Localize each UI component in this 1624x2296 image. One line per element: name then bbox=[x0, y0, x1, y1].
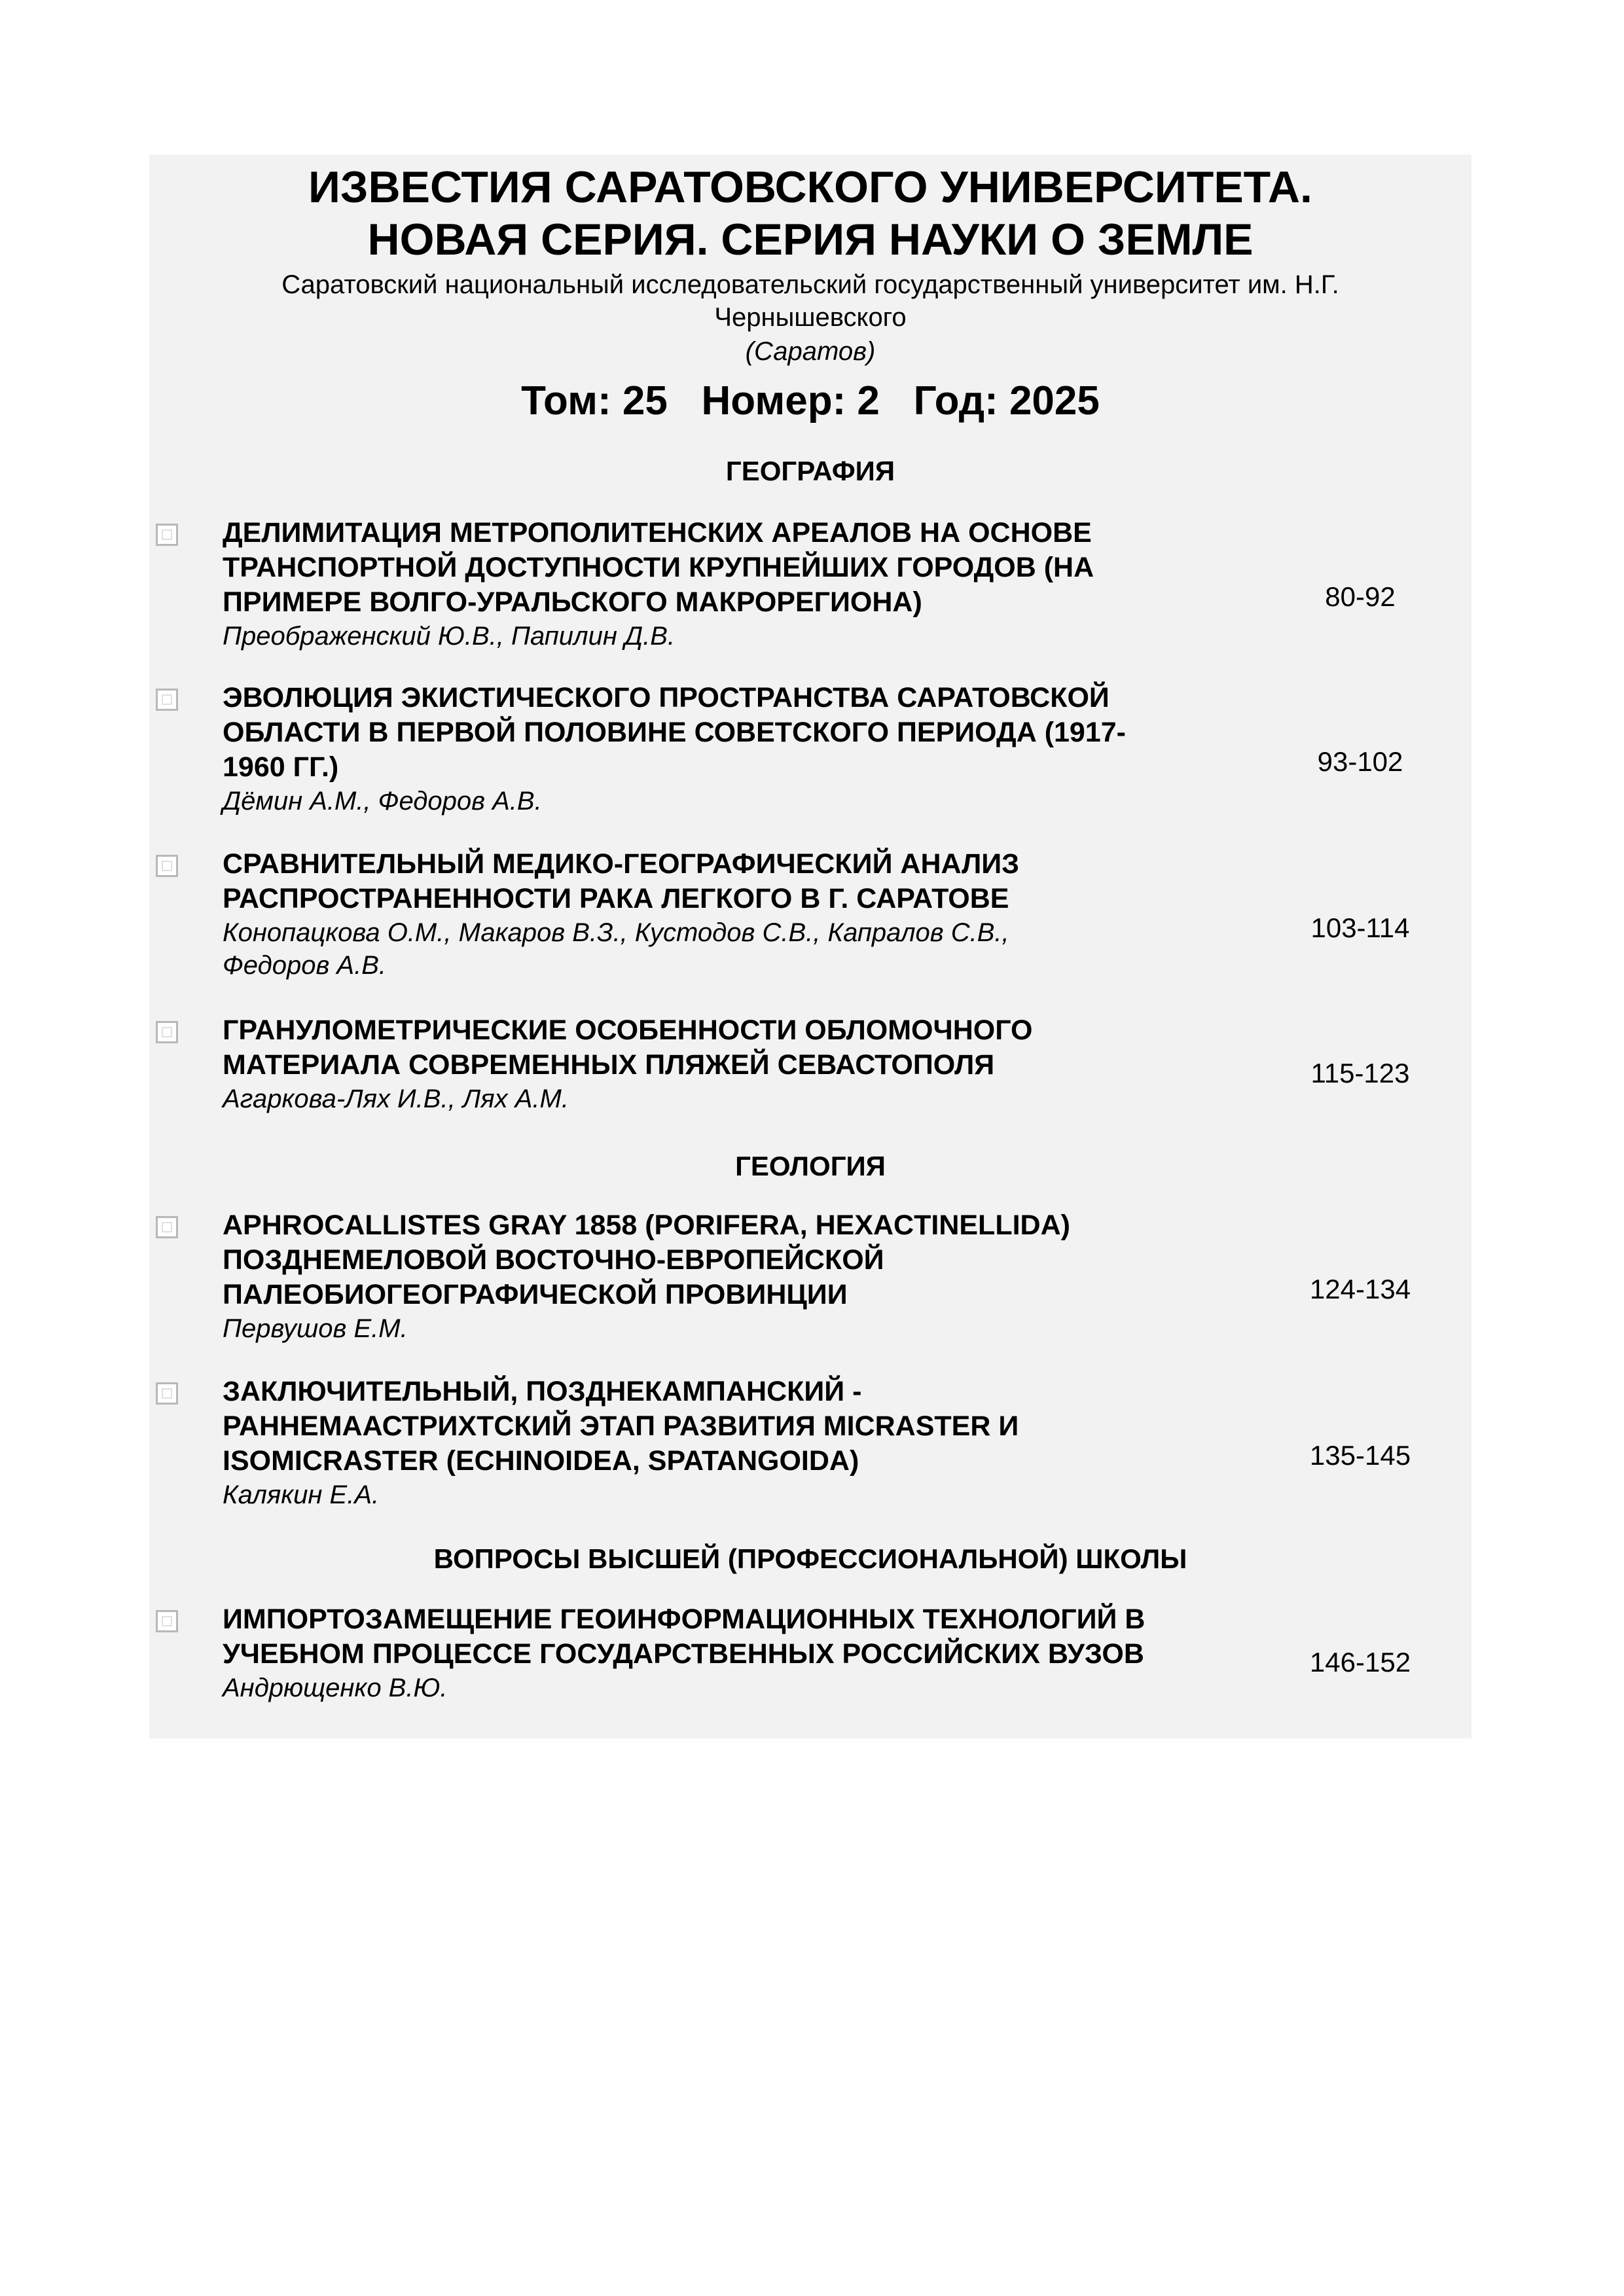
section-heading-geology: ГЕОЛОГИЯ bbox=[735, 1151, 886, 1181]
article-title[interactable] bbox=[223, 516, 1348, 620]
article-title-line: 1960 ГГ.) bbox=[223, 751, 339, 783]
issue-info bbox=[149, 377, 1471, 425]
publisher-line-1: Саратовский национальный исследовательский государственный университет им. Н.Г. bbox=[281, 270, 1339, 299]
contents-panel bbox=[149, 154, 1471, 1738]
article-title-line: ПАЛЕОБИОГЕОГРАФИЧЕСКОЙ ПРОВИНЦИИ bbox=[223, 1279, 848, 1310]
section-heading-geography: ГЕОГРАФИЯ bbox=[725, 456, 895, 486]
article-authors bbox=[223, 1312, 1348, 1345]
article-authors-line: Дёмин А.М., Федоров А.В. bbox=[223, 787, 542, 816]
article-title-line: РАННЕМААСТРИХТСКИЙ ЭТАП РАЗВИТИЯ MICRASTER И bbox=[223, 1410, 1019, 1442]
article-title-line: ЭВОЛЮЦИЯ ЭКИСТИЧЕСКОГО ПРОСТРАНСТВА САРАТОВСКОЙ bbox=[223, 682, 1110, 713]
article-pages: 103-114 bbox=[1310, 912, 1410, 943]
article-pages: 124-134 bbox=[1309, 1274, 1411, 1304]
article-authors bbox=[223, 1083, 1348, 1115]
article-select-checkbox[interactable] bbox=[156, 855, 178, 877]
article-pages: 146-152 bbox=[1309, 1647, 1411, 1677]
article-title-line: ПОЗДНЕМЕЛОВОЙ ВОСТОЧНО-ЕВРОПЕЙСКОЙ bbox=[223, 1244, 884, 1276]
article-title-line: APHROCALLISTES GRAY 1858 (PORIFERA, HEXACTINELLIDA) bbox=[223, 1210, 1070, 1241]
article-title-line: ЗАКЛЮЧИТЕЛЬНЫЙ, ПОЗДНЕКАМПАНСКИЙ - bbox=[223, 1376, 862, 1407]
article-pages: 93-102 bbox=[1317, 746, 1403, 777]
article-authors-line: Агаркова-Лях И.В., Лях А.М. bbox=[223, 1085, 569, 1113]
article-authors-line: Преображенский Ю.В., Папилин Д.В. bbox=[223, 622, 676, 651]
article-title[interactable] bbox=[223, 1602, 1348, 1672]
article-authors-line: Федоров А.В. bbox=[223, 951, 387, 980]
article-title-line: ОБЛАСТИ В ПЕРВОЙ ПОЛОВИНЕ СОВЕТСКОГО ПЕРИОДА (1917- bbox=[223, 717, 1126, 748]
article-title-line: ГРАНУЛОМЕТРИЧЕСКИЕ ОСОБЕННОСТИ ОБЛОМОЧНОГО bbox=[223, 1014, 1033, 1046]
article-select-checkbox[interactable] bbox=[156, 1382, 178, 1405]
article-select-checkbox[interactable] bbox=[156, 524, 178, 546]
article-authors bbox=[223, 916, 1348, 982]
article-authors-line: Первушов Е.М. bbox=[223, 1314, 408, 1343]
journal-title-line-2: НОВАЯ СЕРИЯ. СЕРИЯ НАУКИ О ЗЕМЛЕ bbox=[367, 215, 1254, 264]
article-title[interactable] bbox=[223, 681, 1348, 785]
article-title[interactable] bbox=[223, 1374, 1348, 1479]
issue-number: Номер: 2 bbox=[701, 378, 880, 423]
article-authors bbox=[223, 1479, 1348, 1511]
article-title[interactable] bbox=[223, 1013, 1348, 1083]
publisher-line-2: Чернышевского bbox=[714, 303, 907, 332]
article-title-line: МАТЕРИАЛА СОВРЕМЕННЫХ ПЛЯЖЕЙ СЕВАСТОПОЛЯ bbox=[223, 1049, 995, 1081]
article-authors bbox=[223, 785, 1348, 817]
article-pages: 80-92 bbox=[1325, 581, 1396, 612]
article-title-line: ПРИМЕРЕ ВОЛГО-УРАЛЬСКОГО МАКРОРЕГИОНА) bbox=[223, 586, 922, 618]
article-select-checkbox[interactable] bbox=[156, 689, 178, 711]
article-title-line: ТРАНСПОРТНОЙ ДОСТУПНОСТИ КРУПНЕЙШИХ ГОРОДОВ (НА bbox=[223, 552, 1094, 583]
article-title[interactable] bbox=[223, 847, 1348, 916]
article-authors-line: Андрющенко В.Ю. bbox=[223, 1674, 448, 1702]
article-select-checkbox[interactable] bbox=[156, 1021, 178, 1043]
article-title-line: УЧЕБНОМ ПРОЦЕССЕ ГОСУДАРСТВЕННЫХ РОССИЙСКИХ ВУЗОВ bbox=[223, 1638, 1144, 1670]
article-title-line: РАСПРОСТРАНЕННОСТИ РАКА ЛЕГКОГО В Г. САРАТОВЕ bbox=[223, 883, 1009, 914]
issue-volume: Том: 25 bbox=[521, 378, 668, 423]
article-authors bbox=[223, 1672, 1348, 1704]
article-title-line: ДЕЛИМИТАЦИЯ МЕТРОПОЛИТЕНСКИХ АРЕАЛОВ НА ОСНОВЕ bbox=[223, 517, 1092, 548]
article-authors bbox=[223, 620, 1348, 653]
publisher-city: (Саратов) bbox=[745, 337, 876, 366]
article-title[interactable] bbox=[223, 1208, 1348, 1312]
article-authors-line: Калякин Е.А. bbox=[223, 1480, 380, 1509]
article-select-checkbox[interactable] bbox=[156, 1216, 178, 1238]
article-select-checkbox[interactable] bbox=[156, 1610, 178, 1632]
issue-year: Год: 2025 bbox=[913, 378, 1100, 423]
article-title-line: ИМПОРТОЗАМЕЩЕНИЕ ГЕОИНФОРМАЦИОННЫХ ТЕХНОЛОГИЙ В bbox=[223, 1604, 1146, 1635]
journal-title-line-1: ИЗВЕСТИЯ САРАТОВСКОГО УНИВЕРСИТЕТА. bbox=[308, 162, 1312, 212]
article-title-line: ISOMICRASTER (ECHINOIDEA, SPATANGOIDA) bbox=[223, 1445, 859, 1477]
article-authors-line: Конопацкова О.М., Макаров В.З., Кустодов С.В., Капралов С.В., bbox=[223, 918, 1009, 947]
article-pages: 135-145 bbox=[1309, 1440, 1411, 1471]
article-pages: 115-123 bbox=[1310, 1058, 1410, 1088]
article-title-line: СРАВНИТЕЛЬНЫЙ МЕДИКО-ГЕОГРАФИЧЕСКИЙ АНАЛИЗ bbox=[223, 848, 1020, 880]
section-heading-higher-school: ВОПРОСЫ ВЫСШЕЙ (ПРОФЕССИОНАЛЬНОЙ) ШКОЛЫ bbox=[433, 1543, 1187, 1574]
